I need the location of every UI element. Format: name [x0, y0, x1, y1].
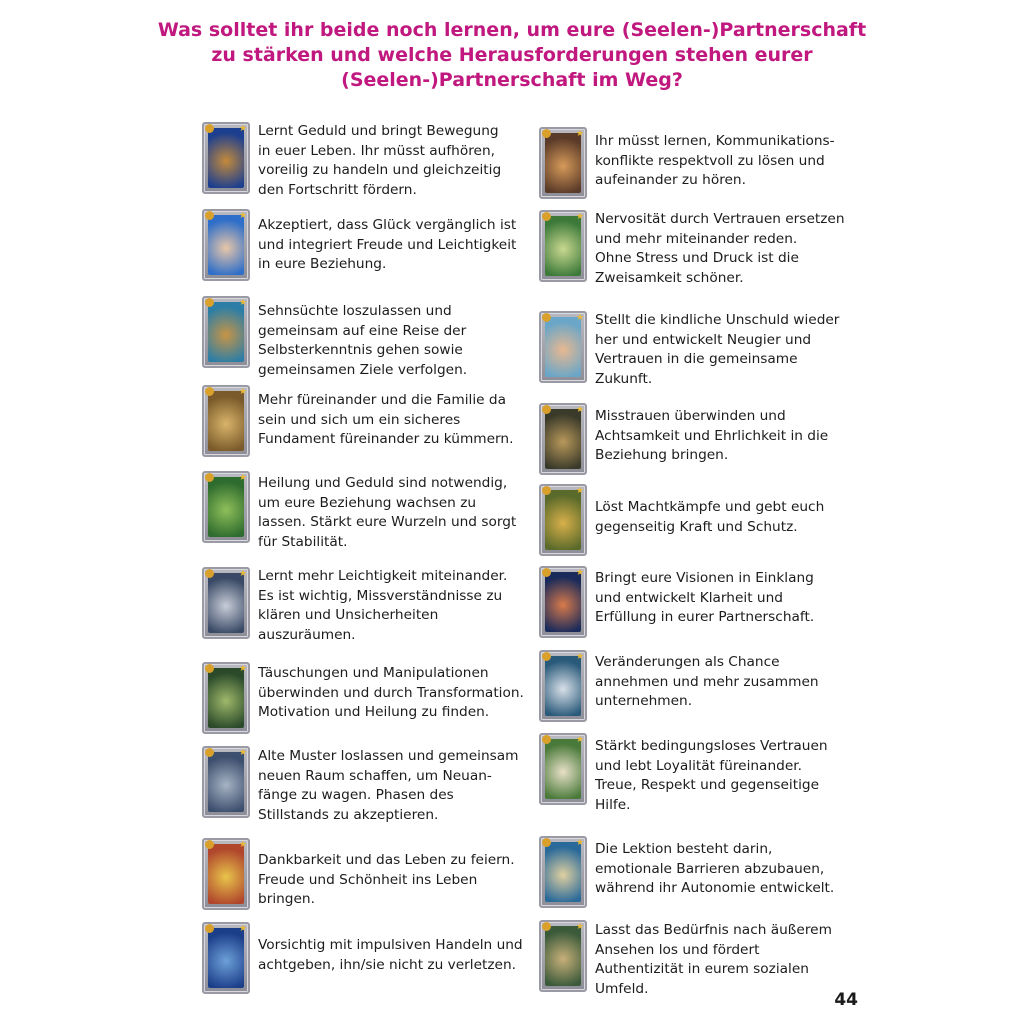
card-description	[595, 407, 828, 466]
card-description	[595, 311, 839, 389]
card-artwork	[208, 752, 244, 812]
card-number-badge	[205, 124, 214, 133]
tarot-card-image	[202, 567, 250, 639]
description-line: Dankbarkeit und das Leben zu feiern.	[258, 852, 515, 868]
description-line: in euer Leben. Ihr müsst aufhören,	[258, 142, 495, 159]
card-star-icon: ★	[575, 921, 584, 931]
card-number-badge	[205, 664, 214, 673]
description-line: auszuräumen.	[258, 626, 356, 643]
card-description	[595, 737, 828, 815]
description-line: und integriert Freude und Leichtigkeit	[258, 236, 517, 253]
card-artwork	[545, 842, 581, 902]
tarot-card-image	[539, 733, 587, 805]
tarot-card-image	[202, 471, 250, 543]
description-line: achtgeben, ihn/sie nicht zu verletzen.	[258, 956, 516, 973]
description-line: lassen. Stärkt eure Wurzeln und sorgt	[258, 514, 517, 530]
description-line: für Stabilität.	[258, 533, 348, 550]
tarot-card-image	[202, 838, 250, 910]
description-line: bringen.	[258, 891, 315, 907]
card-description	[595, 498, 824, 537]
description-line: voreilig zu handeln und gleichzeitig	[258, 162, 502, 178]
description-line: Fundament füreinander zu kümmern.	[258, 431, 514, 447]
card-artwork	[545, 216, 581, 276]
description-line: Vorsichtig mit impulsiven Handeln und	[258, 937, 523, 953]
card-number-badge	[542, 129, 551, 138]
description-line: unternehmen.	[595, 693, 693, 709]
card-star-icon: ★	[575, 128, 584, 138]
card-artwork	[545, 926, 581, 986]
card-artwork	[545, 409, 581, 469]
description-line: Authentizität in eurem sozialen	[595, 961, 809, 977]
description-line: konflikte respektvoll zu lösen und	[595, 152, 825, 169]
description-line: Löst Machtkämpfe und gebt euch	[595, 499, 825, 515]
description-line: gegenseitig Kraft und Schutz.	[595, 518, 798, 535]
card-star-icon: ★	[238, 923, 247, 933]
page-title	[150, 18, 874, 93]
description-line: aufeinander zu hören.	[595, 172, 746, 188]
tarot-card-image	[539, 127, 587, 199]
card-number-badge	[205, 387, 214, 396]
description-line: Veränderungen als Chance	[595, 654, 780, 670]
card-artwork	[545, 739, 581, 799]
card-number-badge	[542, 212, 551, 221]
card-number-badge	[542, 922, 551, 931]
tarot-card-image	[202, 662, 250, 734]
card-star-icon: ★	[575, 837, 584, 847]
card-star-icon: ★	[575, 312, 584, 322]
description-line: in eure Beziehung.	[258, 256, 387, 272]
description-line: Ihr müsst lernen, Kommunikations-	[595, 133, 835, 149]
tarot-card-image	[539, 210, 587, 282]
description-line: Alte Muster loslassen und gemeinsam	[258, 748, 519, 764]
card-artwork	[208, 215, 244, 275]
card-artwork	[208, 391, 244, 451]
description-line: gemeinsam auf eine Reise der	[258, 322, 467, 339]
description-line: um eure Beziehung wachsen zu	[258, 494, 477, 511]
card-star-icon: ★	[238, 297, 247, 307]
card-artwork	[545, 656, 581, 716]
description-line: Motivation und Heilung zu finden.	[258, 704, 490, 720]
card-star-icon: ★	[575, 567, 584, 577]
tarot-card-image	[539, 566, 587, 638]
card-star-icon: ★	[238, 472, 247, 482]
card-star-icon: ★	[238, 568, 247, 578]
card-artwork	[545, 317, 581, 377]
tarot-card-image	[539, 311, 587, 383]
description-line: überwinden und durch Transformation.	[258, 684, 524, 701]
card-number-badge	[205, 473, 214, 482]
description-line: Es ist wichtig, Missverständnisse zu	[258, 587, 503, 604]
page-number: 44	[834, 990, 858, 1010]
card-artwork	[545, 133, 581, 193]
title-line: Was solltet ihr beide noch lernen, um eure (Seelen-)Partnerschaft	[157, 19, 867, 41]
card-star-icon: ★	[575, 485, 584, 495]
card-star-icon: ★	[575, 734, 584, 744]
card-description	[595, 210, 845, 288]
description-line: fänge zu wagen. Phasen des	[258, 787, 454, 803]
tarot-card-image	[202, 746, 250, 818]
description-line: Lernt Geduld und bringt Bewegung	[258, 123, 499, 139]
card-artwork	[545, 490, 581, 550]
card-number-badge	[542, 652, 551, 661]
card-number-badge	[205, 211, 214, 220]
card-number-badge	[542, 838, 551, 847]
description-line: Treue, Respekt und gegenseitige	[595, 777, 820, 793]
description-line: Lernt mehr Leichtigkeit miteinander.	[258, 568, 508, 584]
description-line: Täuschungen und Manipulationen	[258, 665, 489, 681]
card-description	[258, 747, 518, 825]
card-artwork	[208, 844, 244, 904]
card-star-icon: ★	[575, 404, 584, 414]
title-line: zu stärken und welche Herausforderungen stehen eurer	[211, 44, 813, 66]
description-line: Lasst das Bedürfnis nach äußerem	[595, 922, 832, 938]
description-line: Beziehung bringen.	[595, 447, 729, 463]
card-description	[258, 567, 507, 645]
card-number-badge	[542, 313, 551, 322]
card-star-icon: ★	[238, 386, 247, 396]
description-line: Die Lektion besteht darin,	[595, 841, 773, 857]
description-line: Nervosität durch Vertrauen ersetzen	[595, 211, 845, 227]
description-line: gemeinsamen Ziele verfolgen.	[258, 361, 468, 378]
card-artwork	[208, 668, 244, 728]
description-line: Ohne Stress und Druck ist die	[595, 250, 799, 266]
card-description	[258, 302, 467, 380]
card-star-icon: ★	[238, 663, 247, 673]
card-number-badge	[542, 405, 551, 414]
card-star-icon: ★	[238, 839, 247, 849]
description-line: Stärkt bedingungsloses Vertrauen	[595, 738, 828, 754]
description-line: den Fortschritt fördern.	[258, 181, 417, 198]
tarot-card-image	[539, 484, 587, 556]
card-description	[595, 840, 834, 899]
card-artwork	[545, 572, 581, 632]
title-line: (Seelen-)Partnerschaft im Weg?	[341, 69, 683, 91]
description-line: Umfeld.	[595, 980, 649, 997]
tarot-card-image	[202, 122, 250, 194]
description-line: Achtsamkeit und Ehrlichkeit in die	[595, 427, 829, 444]
description-line: Freude und Schönheit ins Leben	[258, 871, 478, 888]
description-line: und entwickelt Klarheit und	[595, 589, 783, 606]
description-line: Vertrauen in die gemeinsame	[595, 351, 798, 367]
description-line: neuen Raum schaffen, um Neuan-	[258, 767, 492, 784]
description-line: Hilfe.	[595, 796, 631, 813]
description-line: Stellt die kindliche Unschuld wieder	[595, 312, 840, 328]
card-artwork	[208, 477, 244, 537]
card-number-badge	[205, 840, 214, 849]
card-star-icon: ★	[575, 651, 584, 661]
description-line: Stillstands zu akzeptieren.	[258, 806, 439, 823]
description-line: Sehnsüchte loszulassen und	[258, 303, 452, 319]
card-number-badge	[205, 298, 214, 307]
card-description	[258, 216, 516, 275]
description-line: Heilung und Geduld sind notwendig,	[258, 475, 508, 491]
card-description	[258, 664, 524, 723]
tarot-card-image	[202, 209, 250, 281]
card-description	[258, 122, 501, 200]
card-number-badge	[205, 569, 214, 578]
card-description	[595, 653, 819, 712]
card-star-icon: ★	[238, 123, 247, 133]
tarot-card-image	[539, 403, 587, 475]
card-description	[595, 132, 835, 191]
card-description	[595, 569, 814, 628]
card-star-icon: ★	[238, 210, 247, 220]
card-description	[258, 474, 516, 552]
card-artwork	[208, 128, 244, 188]
card-description	[258, 936, 523, 975]
description-line: während ihr Autonomie entwickelt.	[595, 880, 835, 896]
description-line: Zukunft.	[595, 370, 653, 387]
card-number-badge	[542, 735, 551, 744]
description-line: Misstrauen überwinden und	[595, 408, 786, 424]
description-line: Erfüllung in eurer Partnerschaft.	[595, 609, 815, 625]
description-line: klären und Unsicherheiten	[258, 607, 439, 623]
description-line: sein und sich um ein sicheres	[258, 411, 461, 428]
description-line: Akzeptiert, dass Glück vergänglich ist	[258, 217, 517, 233]
tarot-card-image	[539, 920, 587, 992]
card-artwork	[208, 302, 244, 362]
tarot-card-image	[202, 385, 250, 457]
card-artwork	[208, 573, 244, 633]
tarot-card-image	[202, 922, 250, 994]
tarot-card-image	[539, 650, 587, 722]
description-line: Zweisamkeit schöner.	[595, 269, 744, 286]
description-line: Selbsterkenntnis gehen sowie	[258, 342, 463, 358]
tarot-card-image	[202, 296, 250, 368]
card-number-badge	[542, 568, 551, 577]
description-line: und mehr miteinander reden.	[595, 230, 798, 247]
card-artwork	[208, 928, 244, 988]
card-number-badge	[542, 486, 551, 495]
card-star-icon: ★	[575, 211, 584, 221]
card-description	[258, 851, 515, 910]
card-number-badge	[205, 924, 214, 933]
description-line: her und entwickelt Neugier und	[595, 331, 812, 348]
description-line: annehmen und mehr zusammen	[595, 673, 819, 690]
card-number-badge	[205, 748, 214, 757]
description-line: Bringt eure Visionen in Einklang	[595, 570, 814, 586]
card-description	[595, 921, 832, 999]
description-line: Ansehen los und fördert	[595, 941, 760, 958]
card-description	[258, 391, 513, 450]
description-line: Mehr füreinander und die Familie da	[258, 392, 506, 408]
description-line: emotionale Barrieren abzubauen,	[595, 860, 825, 877]
card-star-icon: ★	[238, 747, 247, 757]
description-line: und lebt Loyalität füreinander.	[595, 757, 802, 774]
tarot-card-image	[539, 836, 587, 908]
